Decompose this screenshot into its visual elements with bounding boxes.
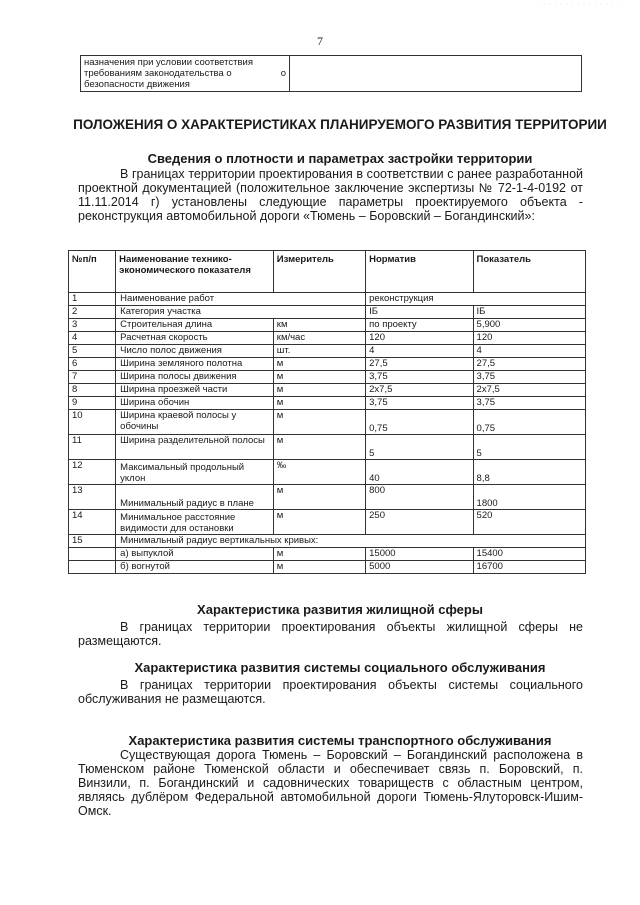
cell-num: 8 — [69, 384, 116, 397]
col-header-name: Наименование технико-экономического показателя — [116, 251, 274, 293]
cell-unit: м — [273, 410, 365, 435]
table-row — [69, 358, 586, 371]
table-row — [69, 485, 586, 510]
cell-name: Расчетная скорость — [116, 332, 274, 345]
table-row — [69, 306, 586, 319]
cell-num: 1 — [69, 293, 116, 306]
cell-unit: ‰ — [273, 460, 365, 485]
cell-value: 5 — [473, 435, 585, 460]
cell-num: 9 — [69, 397, 116, 410]
cell-value: 27,5 — [473, 358, 585, 371]
cell-num: 12 — [69, 460, 116, 485]
table-row — [69, 371, 586, 384]
cell-num: 3 — [69, 319, 116, 332]
cell-unit: м — [273, 358, 365, 371]
cell-name: Ширина полосы движения — [116, 371, 274, 384]
cell-norm: 4 — [366, 345, 473, 358]
cell-name: Ширина краевой полосы у обочины — [116, 410, 274, 435]
continuation-line: назначения при условии соответствия — [84, 57, 253, 68]
cell-norm: 800 — [366, 485, 473, 510]
cell-unit: м — [273, 397, 365, 410]
cell-name: Ширина обочин — [116, 397, 274, 410]
empty-cell — [290, 56, 582, 92]
cell-value: 3,75 — [473, 371, 585, 384]
cell-num: 5 — [69, 345, 116, 358]
cell-unit: км/час — [273, 332, 365, 345]
cell-num — [69, 561, 116, 574]
table-row — [69, 384, 586, 397]
continuation-line: требованиям законодательства о о — [84, 68, 286, 79]
cell-name: Категория участка — [116, 306, 366, 319]
cell-num: 14 — [69, 510, 116, 535]
cell-name: Ширина проезжей части — [116, 384, 274, 397]
cell-name: а) выпуклой — [116, 548, 274, 561]
continuation-table — [80, 55, 582, 92]
cell-unit: м — [273, 561, 365, 574]
continuation-line: безопасности движения — [84, 79, 190, 90]
cell-unit: м — [273, 485, 365, 510]
cell-value: IБ — [473, 306, 585, 319]
cell-value: 8,8 — [473, 460, 585, 485]
cell-num: 11 — [69, 435, 116, 460]
cell-num: 13 — [69, 485, 116, 510]
header-marks: · · · · · · · · · · · · · · · — [537, 2, 620, 8]
table-row — [69, 293, 586, 306]
social-text: В границах территории проектирования объекты системы социального обслуживания не размещаются. — [78, 678, 583, 706]
cell-name: Минимальное расстояние видимости для остановки — [116, 510, 274, 535]
cell-norm: 250 — [366, 510, 473, 535]
density-heading: Сведения о плотности и параметрах застройки территории — [147, 151, 533, 166]
cell-unit: м — [273, 384, 365, 397]
table-row — [69, 460, 586, 485]
cell-norm: 5000 — [366, 561, 473, 574]
cell-norm: 2х7,5 — [366, 384, 473, 397]
cell-value: 5,900 — [473, 319, 585, 332]
cell-norm: 120 — [366, 332, 473, 345]
page-number: 7 — [317, 34, 323, 48]
cell-unit: м — [273, 371, 365, 384]
cell-name: Минимальный радиус в плане — [116, 485, 274, 510]
cell-name: Наименование работ — [116, 293, 366, 306]
cell-value: 0,75 — [473, 410, 585, 435]
cell-num — [69, 548, 116, 561]
cell-num: 2 — [69, 306, 116, 319]
cell-value: 15400 — [473, 548, 585, 561]
col-header-num: №п/п — [69, 251, 116, 293]
table-row — [69, 410, 586, 435]
continuation-cell — [81, 56, 290, 92]
cell-unit: км — [273, 319, 365, 332]
cell-norm: реконструкция — [366, 293, 586, 306]
cell-unit: м — [273, 435, 365, 460]
cell-value: 2х7,5 — [473, 384, 585, 397]
cell-unit: м — [273, 548, 365, 561]
cell-norm: 40 — [366, 460, 473, 485]
cell-num: 10 — [69, 410, 116, 435]
col-header-unit: Измеритель — [273, 251, 365, 293]
cell-name: Максимальный продольный уклон — [116, 460, 274, 485]
cell-unit: шт. — [273, 345, 365, 358]
cell-num: 4 — [69, 332, 116, 345]
social-heading: Характеристика развития системы социального обслуживания — [134, 660, 546, 675]
cell-num: 15 — [69, 535, 116, 548]
cell-name: Число полос движения — [116, 345, 274, 358]
cell-norm: 3,75 — [366, 371, 473, 384]
table-row — [69, 510, 586, 535]
table-row — [69, 561, 586, 574]
cell-num: 7 — [69, 371, 116, 384]
col-header-value: Показатель — [473, 251, 585, 293]
cell-name: Строительная длина — [116, 319, 274, 332]
cell-norm: по проекту — [366, 319, 473, 332]
cell-value: 120 — [473, 332, 585, 345]
cell-value: 1800 — [473, 485, 585, 510]
density-text: В границах территории проектирования в соответствии с ранее разработанной проектной документацией (положительное заключение экспертизы № 72-1-4-0192 от 11.11.2014 г) установлены следующие параметры проектируемого объекта - реконструкция автомобильной дороги «Тюмень – Боровский – Богандинский»: — [78, 167, 583, 223]
table-row — [69, 319, 586, 332]
housing-text: В границах территории проектирования объекты жилищной сферы не размещаются. — [78, 620, 583, 648]
cell-value: 520 — [473, 510, 585, 535]
table-row — [81, 56, 582, 92]
spec-table — [68, 250, 586, 574]
cell-value: 16700 — [473, 561, 585, 574]
cell-norm: 5 — [366, 435, 473, 460]
main-heading: ПОЛОЖЕНИЯ О ХАРАКТЕРИСТИКАХ ПЛАНИРУЕМОГО РАЗВИТИЯ ТЕРРИТОРИИ — [73, 117, 607, 132]
cell-value: 4 — [473, 345, 585, 358]
table-row — [69, 435, 586, 460]
cell-name: Ширина разделительной полосы — [116, 435, 274, 460]
table-row — [69, 345, 586, 358]
cell-unit: м — [273, 510, 365, 535]
cell-norm: 15000 — [366, 548, 473, 561]
cell-norm: IБ — [366, 306, 473, 319]
cell-norm: 3,75 — [366, 397, 473, 410]
table-row — [69, 548, 586, 561]
cell-value: 3,75 — [473, 397, 585, 410]
cell-name: Ширина земляного полотна — [116, 358, 274, 371]
table-row — [69, 397, 586, 410]
table-row — [69, 332, 586, 345]
cell-norm: 27,5 — [366, 358, 473, 371]
housing-heading: Характеристика развития жилищной сферы — [197, 602, 483, 617]
col-header-norm: Норматив — [366, 251, 473, 293]
cell-name: Минимальный радиус вертикальных кривых: — [116, 535, 586, 548]
cell-name: б) вогнутой — [116, 561, 274, 574]
cell-norm: 0,75 — [366, 410, 473, 435]
table-row — [69, 535, 586, 548]
cell-num: 6 — [69, 358, 116, 371]
table-header-row — [69, 251, 586, 293]
transport-heading: Характеристика развития системы транспортного обслуживания — [128, 733, 552, 748]
transport-text: Существующая дорога Тюмень – Боровский – Богандинский расположена в Тюменском районе Тюменской области и обеспечивает связь п. Боровский, п. Винзили, п. Богандинский и садовнических товариществ с областным центром, являясь дублёром Федеральной автомобильной дороги Тюмень-Ялуторовск-Ишим-Омск. — [78, 748, 583, 818]
